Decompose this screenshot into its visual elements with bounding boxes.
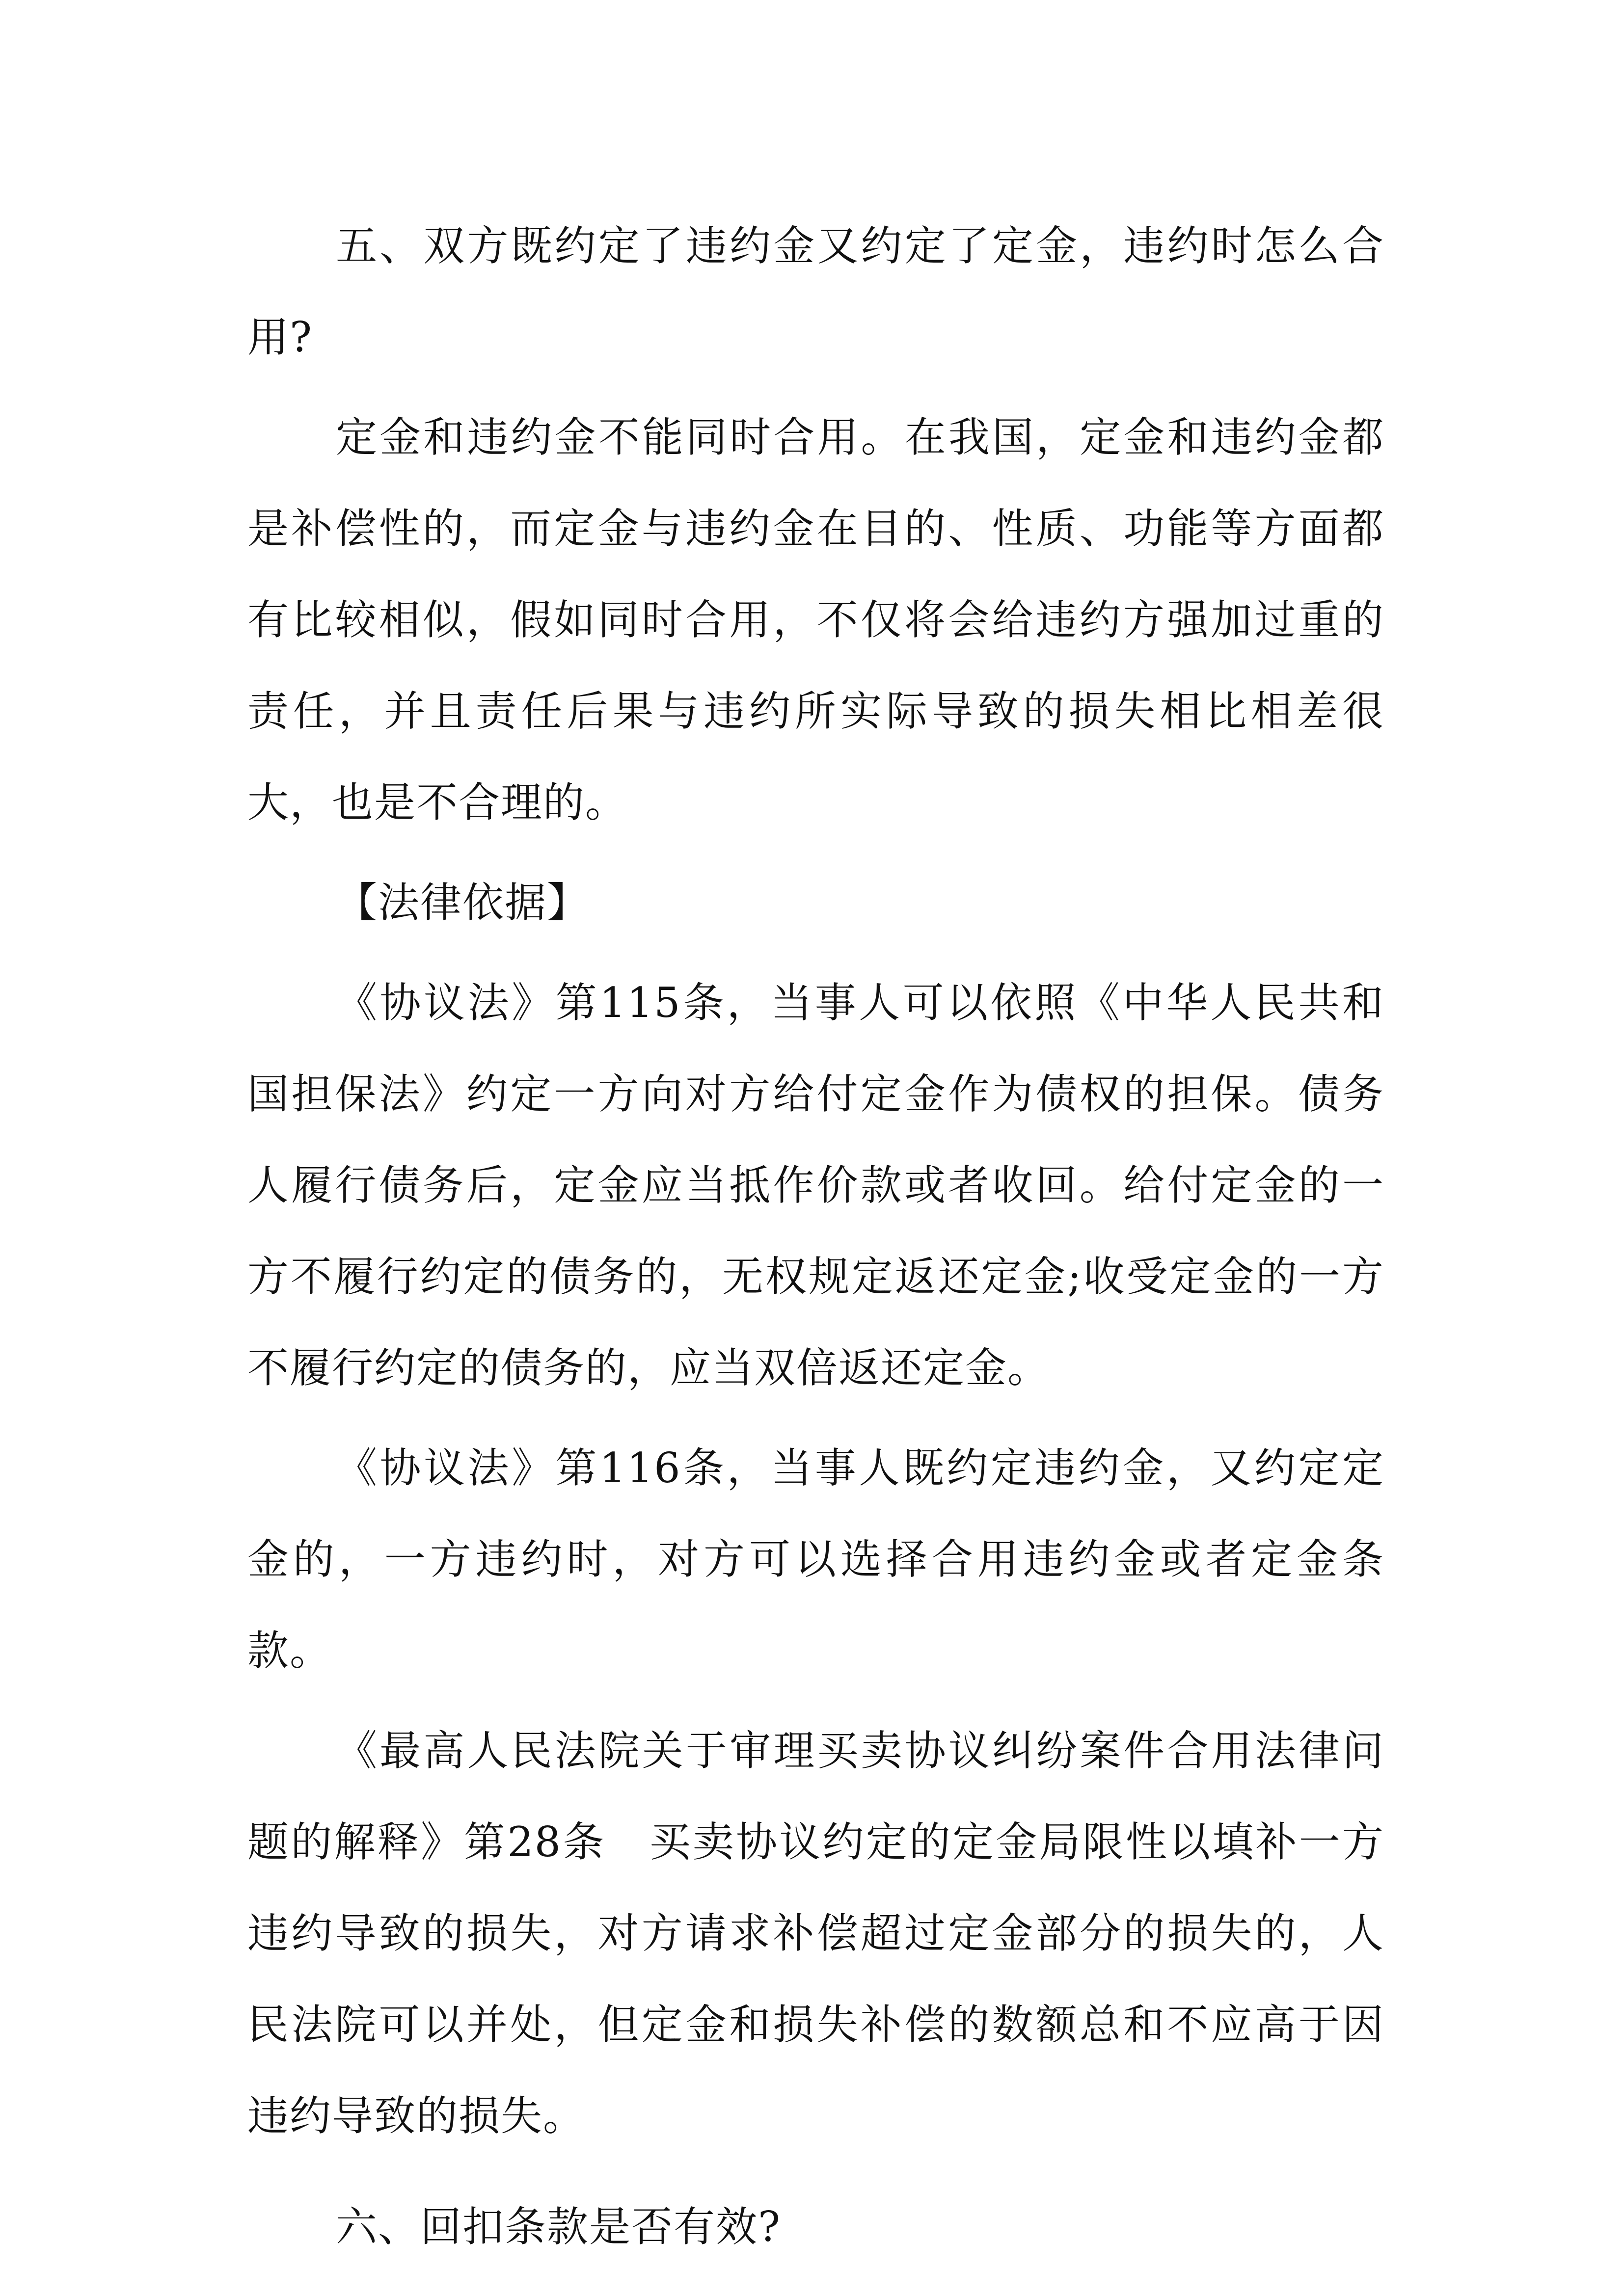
legal-basis-heading: 【法律依据】 — [336, 879, 590, 927]
section-heading-six: 六、回扣条款是否有效? — [336, 2203, 782, 2251]
paragraph-article-116: 《协议法》第116条，当事人既约定违约金，又约定定金的，一方违约时，对方可以选择合用违约金或者定金条款。 — [247, 1444, 1384, 1675]
document-body — [247, 200, 1384, 2272]
paragraph-article-115: 《协议法》第115条，当事人可以依照《中华人民共和国担保法》约定一方向对方给付定金作为债权的担保。债务人履行债务后，定金应当抵作价款或者收回。给付定金的一方不履行约定的债务的，无权规定返还定金;收受定金的一方不履行约定的债务的，应当双倍返还定金。 — [247, 979, 1384, 1392]
paragraph-judicial-interpretation: 《最高人民法院关于审理买卖协议纠纷案件合用法律问题的解释》第28条 买卖协议约定的定金局限性以填补一方违约导致的损失，对方请求补偿超过定金部分的损失的，人民法院可以并处，但定金和损失补偿的数额总和不应高于因违约导致的损失。 — [247, 1727, 1384, 2140]
section-heading-five: 五、双方既约定了违约金又约定了定金，违约时怎么合用? — [247, 222, 1384, 361]
paragraph-answer: 定金和违约金不能同时合用。在我国，定金和违约金都是补偿性的，而定金与违约金在目的、性质、功能等方面都有比较相似，假如同时合用，不仅将会给违约方强加过重的责任，并且责任后果与违约所实际导致的损失相比相差很大，也是不合理的。 — [247, 413, 1384, 827]
